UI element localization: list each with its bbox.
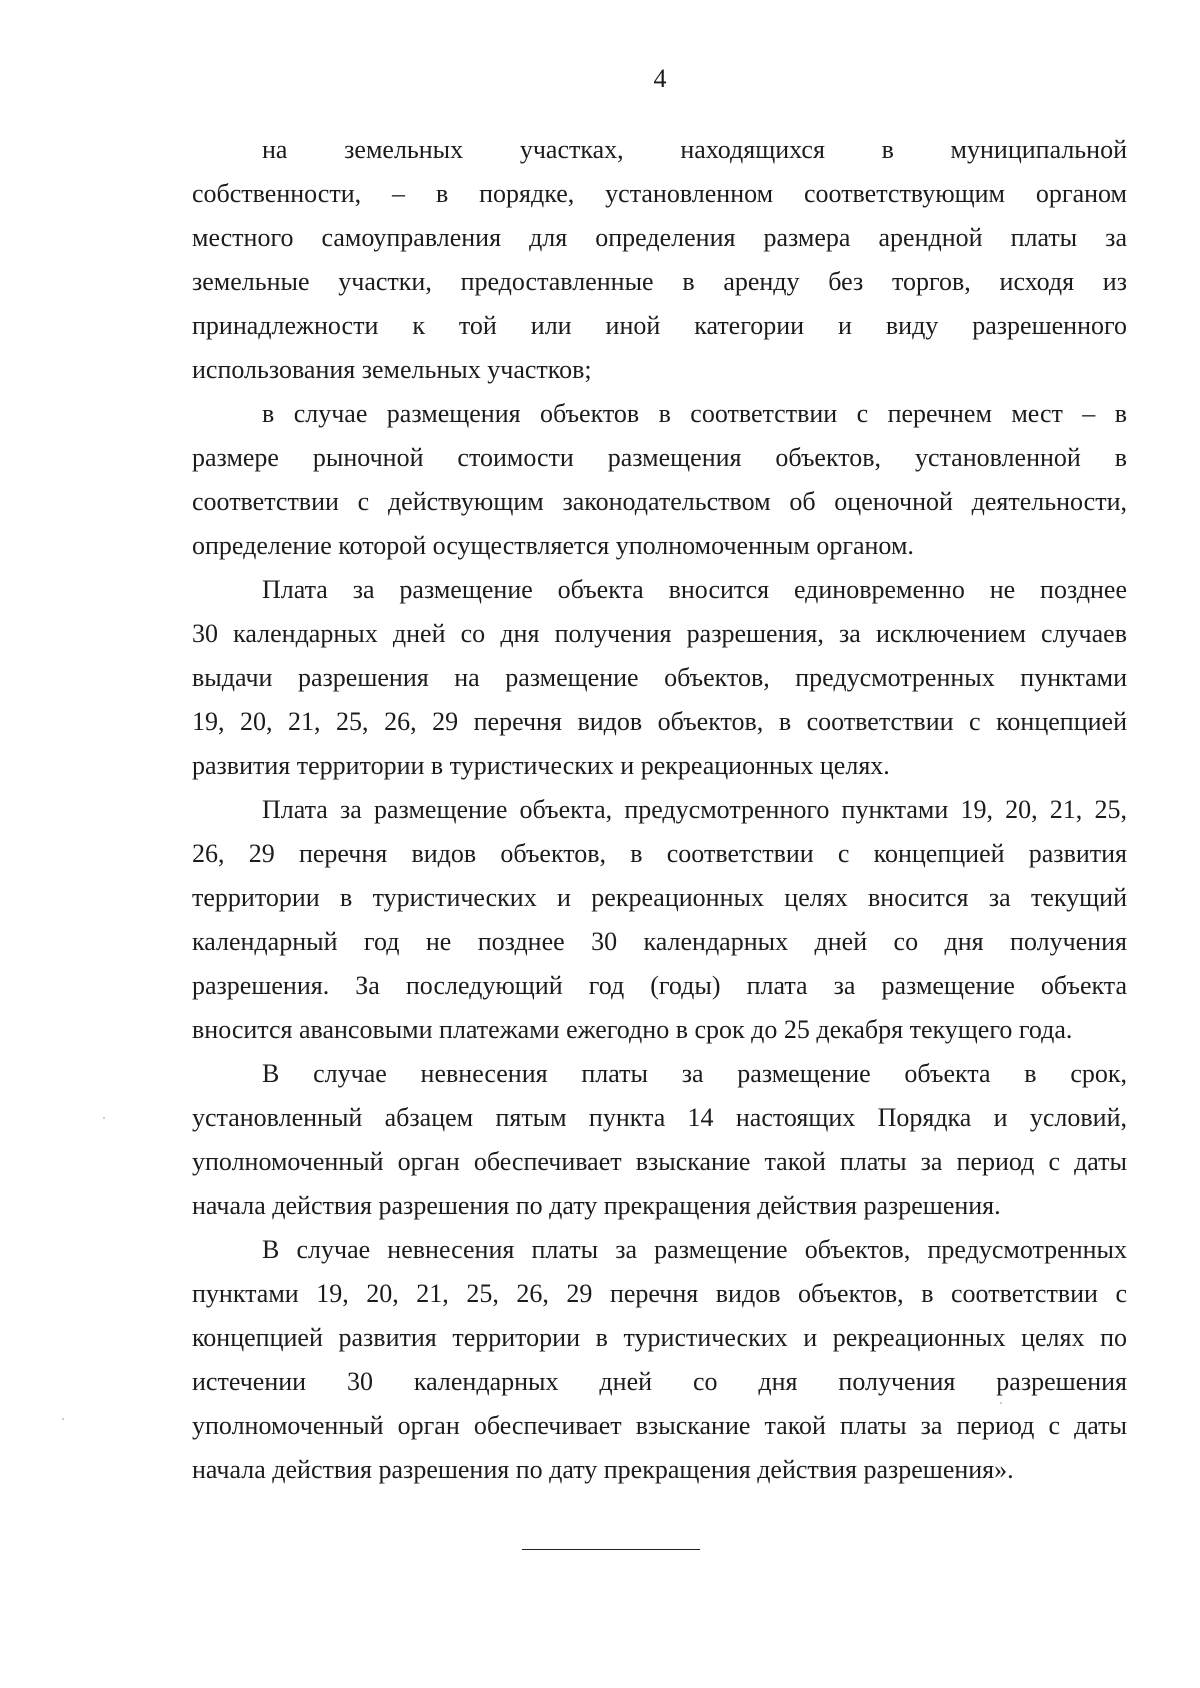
text-line: принадлежности к той или иной категории и виду разрешенного xyxy=(192,311,1127,340)
text-line: концепцией развития территории в туристических и рекреационных целях по xyxy=(192,1323,1127,1352)
text-line: пунктами 19, 20, 21, 25, 26, 29 перечня видов объектов, в соответствии с xyxy=(192,1279,1127,1308)
text-line: календарный год не позднее 30 календарных дней со дня получения xyxy=(192,927,1127,956)
text-line: на земельных участках, находящихся в муниципальной xyxy=(262,135,1127,164)
closing-rule xyxy=(522,1549,700,1550)
text-line: 19, 20, 21, 25, 26, 29 перечня видов объектов, в соответствии с концепцией xyxy=(192,707,1127,736)
text-line: собственности, – в порядке, установленном соответствующим органом xyxy=(192,179,1127,208)
text-line: 26, 29 перечня видов объектов, в соответствии с концепцией развития xyxy=(192,839,1127,868)
text-line: истечении 30 календарных дней со дня получения разрешения xyxy=(192,1367,1127,1396)
text-line: Плата за размещение объекта вносится единовременно не позднее xyxy=(262,575,1127,604)
text-line: выдачи разрешения на размещение объектов, предусмотренных пунктами xyxy=(192,663,1127,692)
text-line: Плата за размещение объекта, предусмотренного пунктами 19, 20, 21, 25, xyxy=(262,795,1127,824)
text-line: развития территории в туристических и рекреационных целях. xyxy=(192,751,890,780)
text-line: размере рыночной стоимости размещения объектов, установленной в xyxy=(192,443,1127,472)
text-line: вносится авансовыми платежами ежегодно в срок до 25 декабря текущего года. xyxy=(192,1015,1073,1044)
paragraph xyxy=(192,392,1127,568)
text-line: в случае размещения объектов в соответствии с перечнем мест – в xyxy=(262,399,1127,428)
paragraph xyxy=(192,1052,1127,1228)
text-line: В случае невнесения платы за размещение объекта в срок, xyxy=(262,1059,1127,1088)
text-line: В случае невнесения платы за размещение объектов, предусмотренных xyxy=(262,1235,1127,1264)
text-line: местного самоуправления для определения размера арендной платы за xyxy=(192,223,1127,252)
scan-speck xyxy=(103,1117,105,1119)
paragraph xyxy=(192,1228,1127,1492)
scan-speck xyxy=(62,1418,64,1420)
scan-speck xyxy=(1000,1402,1002,1404)
paragraph xyxy=(192,788,1127,1052)
text-line: установленный абзацем пятым пункта 14 настоящих Порядка и условий, xyxy=(192,1103,1127,1132)
text-line: уполномоченный орган обеспечивает взыскание такой платы за период с даты xyxy=(192,1411,1127,1440)
text-line: начала действия разрешения по дату прекращения действия разрешения». xyxy=(192,1455,1014,1484)
document-body xyxy=(192,128,1127,1492)
text-line: территории в туристических и рекреационных целях вносится за текущий xyxy=(192,883,1127,912)
paragraph xyxy=(192,128,1127,392)
text-line: уполномоченный орган обеспечивает взыскание такой платы за период с даты xyxy=(192,1147,1127,1176)
text-line: определение которой осуществляется уполномоченным органом. xyxy=(192,531,914,560)
text-line: 30 календарных дней со дня получения разрешения, за исключением случаев xyxy=(192,619,1127,648)
text-line: разрешения. За последующий год (годы) плата за размещение объекта xyxy=(192,971,1127,1000)
paragraph xyxy=(192,568,1127,788)
text-line: начала действия разрешения по дату прекращения действия разрешения. xyxy=(192,1191,1001,1220)
text-line: соответствии с действующим законодательством об оценочной деятельности, xyxy=(192,487,1127,516)
text-line: использования земельных участков; xyxy=(192,355,592,384)
page-number: 4 xyxy=(653,64,667,93)
text-line: земельные участки, предоставленные в аренду без торгов, исходя из xyxy=(192,267,1127,296)
